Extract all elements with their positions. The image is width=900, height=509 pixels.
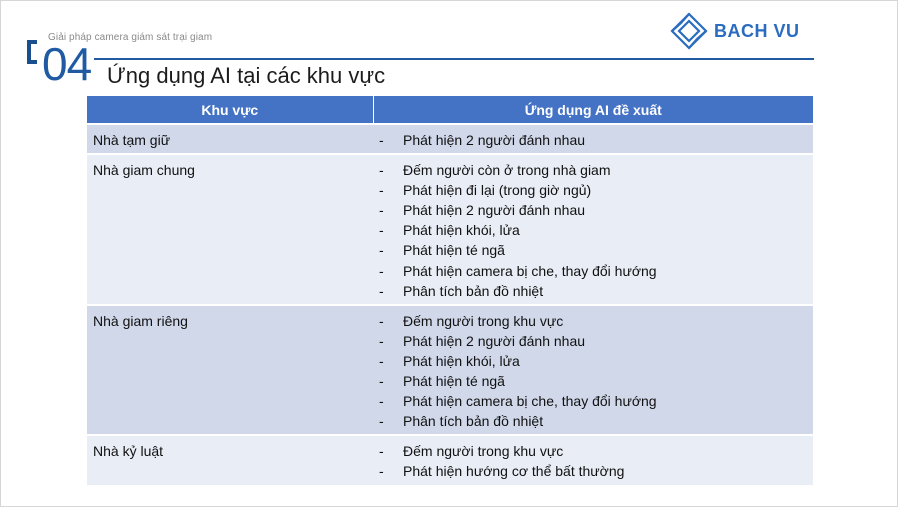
list-item-text: Phát hiện té ngã: [403, 242, 505, 259]
bullet-dash: -: [379, 463, 384, 480]
application-list: [379, 160, 813, 301]
list-item-text: Phát hiện 2 người đánh nhau: [403, 132, 586, 148]
column-header-application: Ứng dụng AI đề xuất: [373, 96, 813, 124]
title-rule: [94, 58, 814, 60]
page-title: Ứng dụng AI tại các khu vực: [107, 63, 386, 88]
list-item-text: Phân tích bản đồ nhiệt: [403, 413, 544, 430]
logo-text: BACH VU: [714, 20, 800, 41]
table-row: [87, 124, 813, 154]
application-list: [379, 130, 813, 150]
table-row: [87, 154, 813, 305]
list-item: [379, 351, 813, 371]
application-list: [379, 441, 813, 481]
list-item: [379, 281, 813, 301]
bullet-dash: -: [379, 413, 384, 430]
list-item-text: Phát hiện đi lại (trong giờ ngủ): [403, 182, 592, 199]
bullet-dash: -: [379, 443, 384, 460]
slide-subtitle: Giải pháp camera giám sát trại giam: [48, 32, 213, 43]
list-item-text: Phân tích bản đồ nhiệt: [403, 282, 544, 299]
bullet-dash: -: [379, 373, 384, 390]
table-row: [87, 305, 813, 436]
bullet-dash: -: [379, 162, 384, 179]
zone-cell: Nhà giam riêng: [87, 305, 373, 436]
application-cell: [373, 435, 813, 484]
list-item: [379, 371, 813, 391]
application-list: [379, 311, 813, 432]
list-item-text: Phát hiện té ngã: [403, 373, 505, 390]
application-cell: [373, 305, 813, 436]
list-item: [379, 160, 813, 180]
zone-cell: Nhà tạm giữ: [87, 124, 373, 154]
bullet-dash: -: [379, 202, 384, 219]
list-item-text: Phát hiện 2 người đánh nhau: [403, 202, 586, 219]
ai-applications-table: [87, 96, 813, 485]
section-bracket: [27, 40, 37, 64]
bullet-dash: -: [379, 182, 384, 199]
list-item-text: Phát hiện khói, lửa: [403, 222, 520, 239]
bachvu-logo-icon: [668, 12, 710, 50]
list-item: [379, 311, 813, 331]
company-logo: [668, 12, 800, 50]
list-item: [379, 220, 813, 240]
bullet-dash: -: [379, 282, 384, 299]
list-item-text: Đếm người còn ở trong nhà giam: [403, 162, 611, 179]
list-item-text: Đếm người trong khu vực: [403, 443, 564, 460]
bullet-dash: -: [379, 132, 384, 148]
list-item: [379, 441, 813, 461]
bullet-dash: -: [379, 393, 384, 410]
list-item: [379, 331, 813, 351]
bullet-dash: -: [379, 332, 384, 349]
section-number: 04: [42, 38, 92, 90]
list-item-text: Phát hiện khói, lửa: [403, 352, 520, 369]
list-item: [379, 130, 813, 150]
bullet-dash: -: [379, 312, 384, 329]
table-row: [87, 435, 813, 484]
list-item: [379, 261, 813, 281]
bullet-dash: -: [379, 262, 384, 279]
list-item-text: Phát hiện 2 người đánh nhau: [403, 332, 586, 349]
list-item: [379, 240, 813, 260]
table-header-row: [87, 96, 813, 124]
bullet-dash: -: [379, 222, 384, 239]
list-item-text: Phát hiện camera bị che, thay đổi hướng: [403, 262, 657, 279]
list-item: [379, 461, 813, 481]
application-cell: [373, 124, 813, 154]
list-item: [379, 200, 813, 220]
list-item-text: Phát hiện hướng cơ thể bất thường: [403, 463, 625, 480]
bullet-dash: -: [379, 352, 384, 369]
zone-cell: Nhà giam chung: [87, 154, 373, 305]
list-item-text: Đếm người trong khu vực: [403, 312, 564, 329]
column-header-zone: Khu vực: [87, 96, 373, 124]
list-item-text: Phát hiện camera bị che, thay đổi hướng: [403, 393, 657, 410]
bullet-dash: -: [379, 242, 384, 259]
list-item: [379, 180, 813, 200]
list-item: [379, 391, 813, 411]
application-cell: [373, 154, 813, 305]
list-item: [379, 411, 813, 431]
zone-cell: Nhà kỷ luật: [87, 435, 373, 484]
